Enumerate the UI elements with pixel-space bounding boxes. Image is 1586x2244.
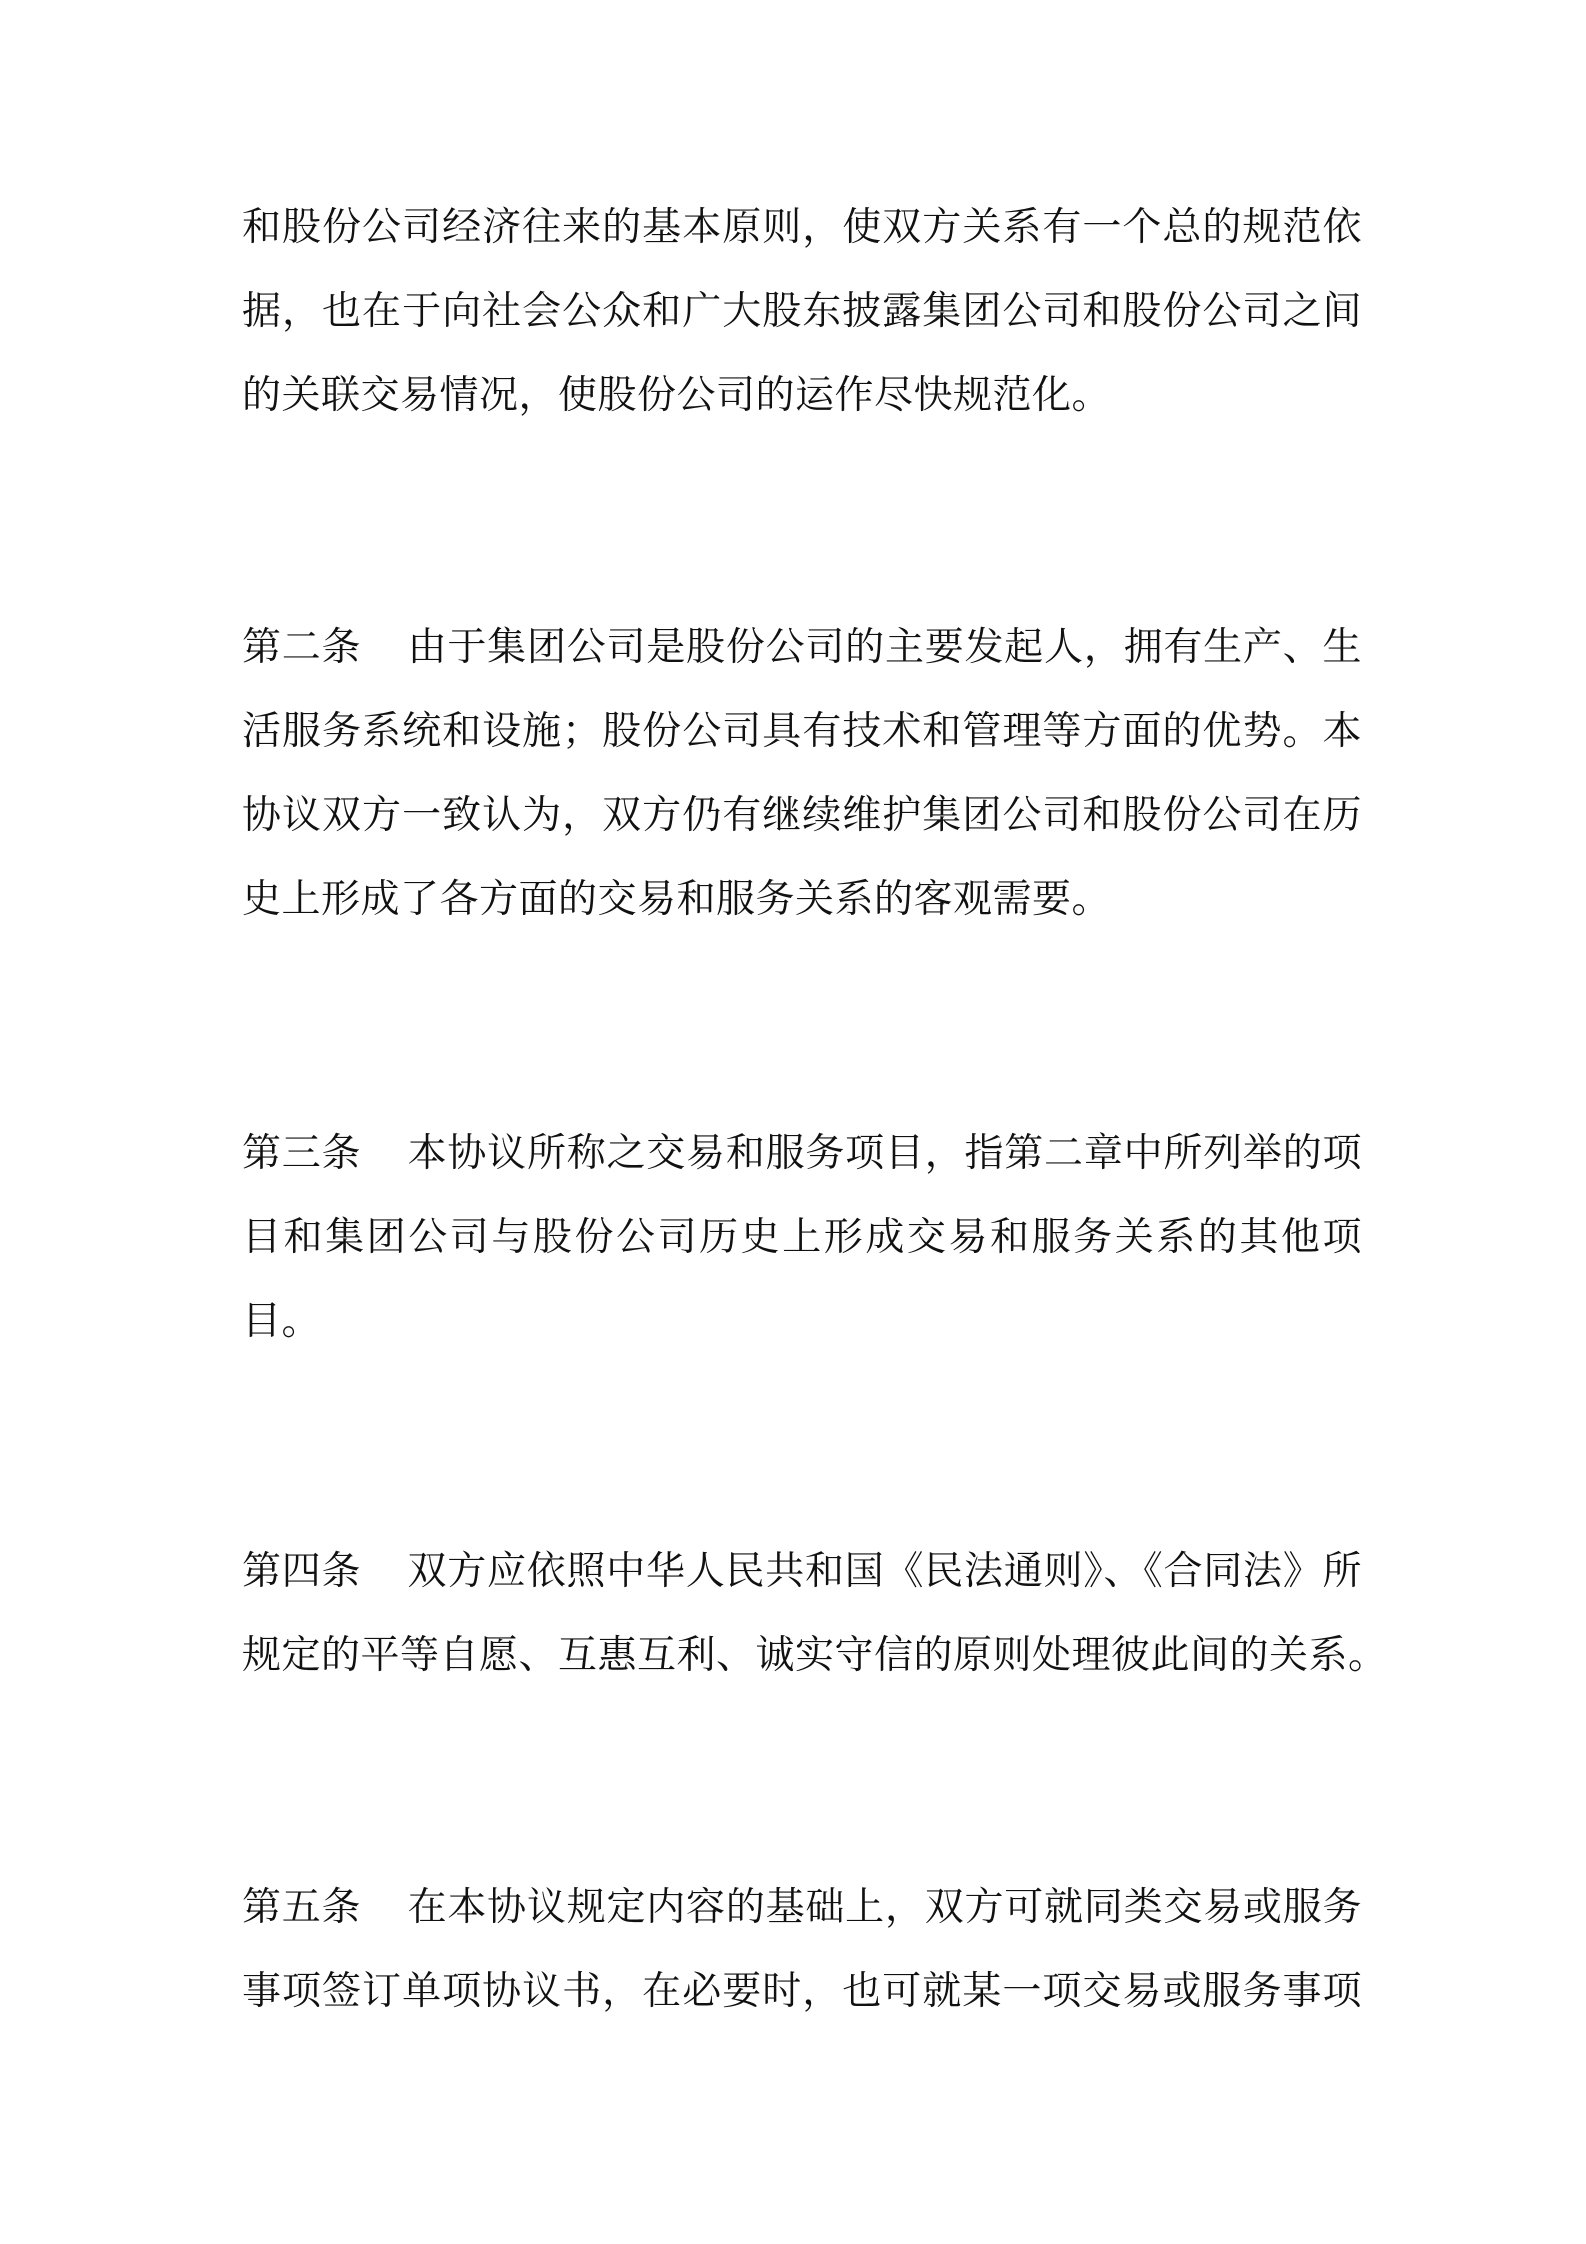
text-line: 活服务系统和设施；股份公司具有技术和管理等方面的优势。本 <box>242 709 1362 754</box>
text-line: 规定的平等自愿、互惠互利、诚实守信的原则处理彼此间的关系。 <box>242 1633 1388 1678</box>
text-line <box>242 1866 1362 1950</box>
text-line: 和股份公司经济往来的基本原则，使双方关系有一个总的规范依 <box>242 205 1362 250</box>
text-line: 的关联交易情况，使股份公司的运作尽快规范化。 <box>242 373 1112 418</box>
article-label: 第四条 <box>242 1549 362 1594</box>
text-line: 协议双方一致认为，双方仍有继续维护集团公司和股份公司在历 <box>242 793 1362 838</box>
article-text: 本协议所称之交易和服务项目，指第二章中所列举的项 <box>407 1131 1362 1176</box>
text-line: 目。 <box>242 1299 322 1344</box>
text-line: 目和集团公司与股份公司历史上形成交易和服务关系的其他项 <box>242 1215 1362 1260</box>
article-text: 在本协议规定内容的基础上，双方可就同类交易或服务 <box>407 1885 1362 1930</box>
article-4-paragraph <box>242 1530 1388 1698</box>
article-text: 双方应依照中华人民共和国《民法通则》、《合同法》所 <box>407 1549 1362 1594</box>
text-line <box>242 606 1362 690</box>
article-5-paragraph <box>242 1866 1362 2034</box>
article-3-paragraph <box>242 1112 1362 1364</box>
intro-paragraph <box>242 186 1362 438</box>
text-line: 据，也在于向社会公众和广大股东披露集团公司和股份公司之间 <box>242 289 1362 334</box>
article-text: 由于集团公司是股份公司的主要发起人，拥有生产、生 <box>407 625 1362 670</box>
text-line: 史上形成了各方面的交易和服务关系的客观需要。 <box>242 877 1112 922</box>
article-2-paragraph <box>242 606 1362 942</box>
text-line <box>242 1530 1362 1614</box>
article-label: 第二条 <box>242 625 362 670</box>
article-label: 第五条 <box>242 1885 362 1930</box>
article-label: 第三条 <box>242 1131 362 1176</box>
text-line <box>242 1112 1362 1196</box>
text-line: 事项签订单项协议书，在必要时，也可就某一项交易或服务事项 <box>242 1969 1362 2014</box>
